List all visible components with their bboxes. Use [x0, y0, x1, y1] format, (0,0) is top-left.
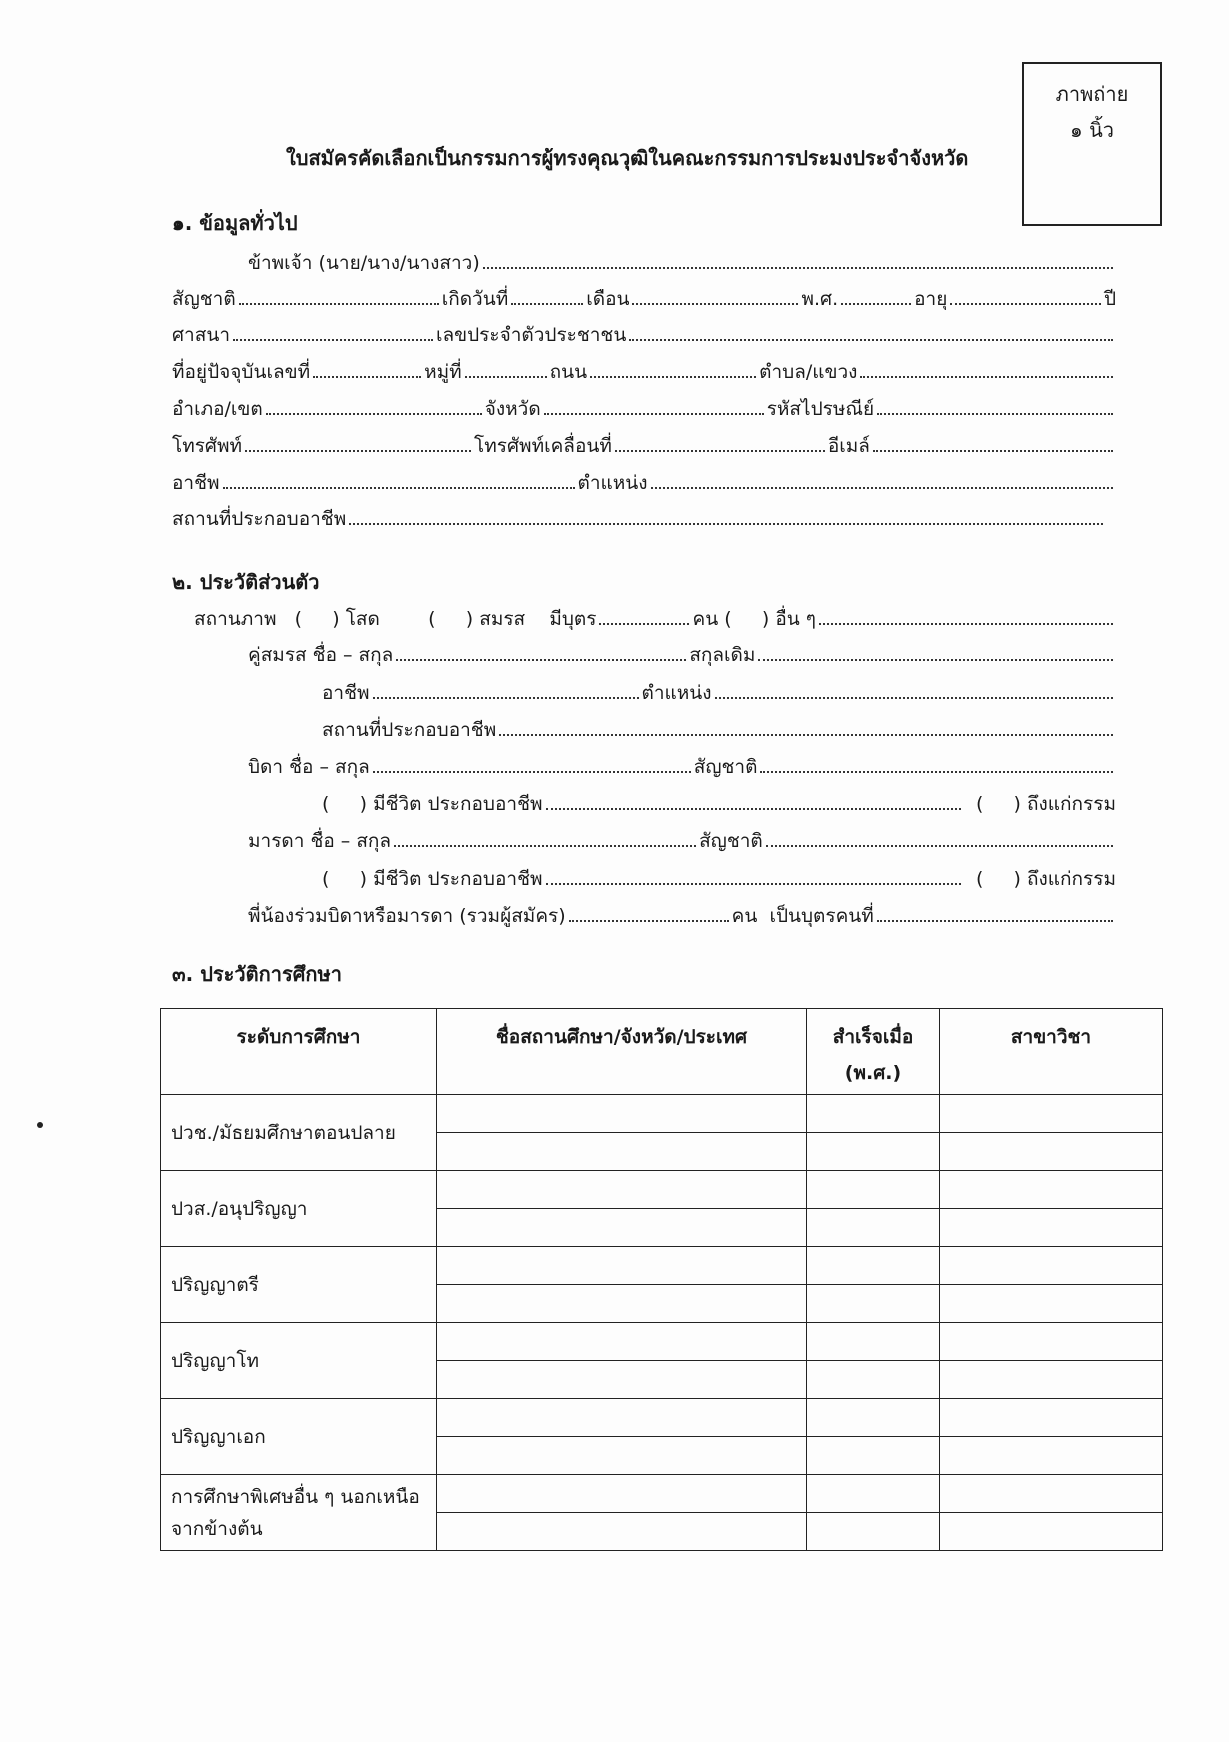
subdistrict-label: ตำบล/แขวง	[759, 361, 858, 383]
father-nationality-field[interactable]	[760, 753, 1113, 773]
other-field[interactable]	[819, 605, 1113, 625]
address-no-label: ที่อยู่ปัจจุบันเลขที่	[172, 361, 311, 383]
district-field[interactable]	[266, 395, 482, 415]
major-cell[interactable]	[940, 1209, 1163, 1247]
phone-field[interactable]	[245, 432, 471, 452]
year-cell[interactable]	[807, 1323, 940, 1361]
position-field[interactable]	[651, 469, 1113, 489]
header-graduated: สำเร็จเมื่อ (พ.ศ.)	[807, 1009, 940, 1095]
postcode-label: รหัสไปรษณีย์	[766, 398, 875, 420]
child-order-field[interactable]	[877, 902, 1113, 922]
section1-heading: ๑. ข้อมูลทั่วไป	[172, 211, 298, 235]
father-deceased-label: ถึงแก่กรรม	[1027, 793, 1116, 815]
header-school: ชื่อสถานศึกษา/จังหวัด/ประเทศ	[437, 1009, 807, 1095]
level-cell: ปริญญาโท	[161, 1323, 437, 1399]
year-cell[interactable]	[807, 1095, 940, 1133]
school-cell[interactable]	[437, 1095, 807, 1133]
province-field[interactable]	[544, 395, 764, 415]
birthday-label: เกิดวันที่	[441, 288, 509, 310]
birthday-field[interactable]	[511, 285, 583, 305]
stray-dot	[37, 1122, 43, 1128]
school-cell[interactable]	[437, 1247, 807, 1285]
siblings-label: พี่น้องร่วมบิดาหรือมารดา (รวมผู้สมัคร)	[248, 905, 566, 927]
school-cell[interactable]	[437, 1171, 807, 1209]
header-level: ระดับการศึกษา	[161, 1009, 437, 1095]
table-header-row	[161, 1009, 1163, 1095]
header-major: สาขาวิชา	[940, 1009, 1163, 1095]
major-cell[interactable]	[940, 1171, 1163, 1209]
postcode-field[interactable]	[877, 395, 1113, 415]
spouse-workplace-field[interactable]	[499, 716, 1113, 736]
table-row	[161, 1475, 1163, 1513]
year-cell[interactable]	[807, 1285, 940, 1323]
spouse-row[interactable]	[248, 640, 1116, 670]
married-label: สมรส	[479, 608, 526, 630]
persons-label: คน	[692, 608, 719, 630]
workplace-label: สถานที่ประกอบอาชีพ	[172, 508, 347, 530]
father-row[interactable]	[248, 752, 1116, 782]
school-cell[interactable]	[437, 1513, 807, 1551]
mother-nationality-field[interactable]	[766, 827, 1113, 847]
year-cell[interactable]	[807, 1475, 940, 1513]
school-cell[interactable]	[437, 1361, 807, 1399]
year-cell[interactable]	[807, 1171, 940, 1209]
mother-deceased-label: ถึงแก่กรรม	[1027, 868, 1116, 890]
year-cell[interactable]	[807, 1247, 940, 1285]
spouse-occupation-label: อาชีพ	[322, 682, 370, 704]
level-cell: การศึกษาพิเศษอื่น ๆ นอกเหนือจากข้างต้น	[161, 1475, 437, 1551]
religion-row[interactable]	[172, 320, 1116, 350]
education-table	[160, 1008, 1163, 1551]
mother-nationality-label: สัญชาติ	[699, 830, 763, 852]
religion-field[interactable]	[233, 321, 433, 341]
year-cell[interactable]	[807, 1437, 940, 1475]
school-cell[interactable]	[437, 1323, 807, 1361]
single-label: โสด	[345, 608, 380, 630]
moo-field[interactable]	[465, 358, 547, 378]
month-label: เดือน	[586, 288, 630, 310]
father-name-field[interactable]	[373, 753, 691, 773]
form-title: ใบสมัครคัดเลือกเป็นกรรมการผู้ทรงคุณวุฒิในคณะกรรมการประมงประจำจังหวัด	[286, 146, 969, 170]
single-checkbox[interactable]: ( )	[294, 608, 340, 630]
year-cell[interactable]	[807, 1399, 940, 1437]
email-label: อีเมล์	[827, 435, 870, 457]
father-nationality-label: สัญชาติ	[693, 756, 758, 778]
address-no-field[interactable]	[313, 358, 421, 378]
email-field[interactable]	[873, 432, 1113, 452]
id-card-label: เลขประจำตัวประชาชน	[435, 324, 627, 346]
major-cell[interactable]	[940, 1513, 1163, 1551]
photo-size: ๑ นิ้ว	[1070, 118, 1114, 142]
married-checkbox[interactable]: ( )	[428, 608, 474, 630]
photo-box	[1022, 62, 1162, 226]
school-cell[interactable]	[437, 1437, 807, 1475]
photo-label: ภาพถ่าย	[1055, 82, 1129, 106]
year-cell[interactable]	[807, 1209, 940, 1247]
spouse-name-field[interactable]	[396, 641, 686, 661]
father-alive-label: มีชีวิต ประกอบอาชีพ	[373, 793, 543, 815]
father-occupation-field[interactable]	[546, 790, 961, 810]
workplace-field[interactable]	[349, 505, 1103, 525]
religion-label: ศาสนา	[172, 324, 230, 346]
other-label: อื่น ๆ	[775, 608, 816, 630]
siblings-unit: คน	[731, 905, 758, 927]
marital-row[interactable]	[194, 604, 1116, 634]
year-cell[interactable]	[807, 1361, 940, 1399]
major-cell[interactable]	[940, 1095, 1163, 1133]
mobile-label: โทรศัพท์เคลื่อนที่	[474, 435, 612, 457]
phone-row[interactable]	[172, 431, 1116, 461]
mother-status-row[interactable]	[322, 864, 1116, 894]
major-cell[interactable]	[940, 1323, 1163, 1361]
other-checkbox[interactable]: ( )	[724, 608, 770, 630]
name-row[interactable]	[248, 248, 1116, 278]
school-cell[interactable]	[437, 1475, 807, 1513]
position-label: ตำแหน่ง	[577, 472, 648, 494]
school-cell[interactable]	[437, 1285, 807, 1323]
maiden-label: สกุลเดิม	[689, 644, 756, 666]
spouse-name-label: คู่สมรส ชื่อ – สกุล	[248, 644, 394, 666]
mother-alive-label: มีชีวิต ประกอบอาชีพ	[373, 868, 543, 890]
table-row	[161, 1095, 1163, 1133]
major-cell[interactable]	[940, 1133, 1163, 1171]
month-field[interactable]	[632, 285, 798, 305]
mother-occupation-field[interactable]	[546, 865, 961, 885]
father-name-label: บิดา ชื่อ – สกุล	[248, 756, 370, 778]
table-row	[161, 1323, 1163, 1361]
subdistrict-field[interactable]	[860, 358, 1113, 378]
mobile-field[interactable]	[615, 432, 825, 452]
table-row	[161, 1171, 1163, 1209]
spouse-occupation-row[interactable]	[322, 678, 1116, 708]
district-label: อำเภอ/เขต	[172, 398, 263, 420]
siblings-row[interactable]	[248, 901, 1116, 931]
level-cell: ปริญญาตรี	[161, 1247, 437, 1323]
id-card-field[interactable]	[629, 321, 1113, 341]
major-cell[interactable]	[940, 1437, 1163, 1475]
section2-heading: ๒. ประวัติส่วนตัว	[172, 570, 320, 594]
birth-row[interactable]	[172, 284, 1116, 314]
mother-alive-checkbox[interactable]: ( )	[322, 868, 368, 890]
age-label: อายุ	[914, 288, 948, 310]
major-cell[interactable]	[940, 1361, 1163, 1399]
year-label: พ.ศ.	[801, 288, 839, 310]
nationality-field[interactable]	[239, 285, 439, 305]
age-unit: ปี	[1103, 288, 1116, 310]
father-deceased-checkbox[interactable]: ( )	[975, 793, 1021, 815]
table-row	[161, 1247, 1163, 1285]
year-cell[interactable]	[807, 1133, 940, 1171]
level-cell: ปวส./อนุปริญญา	[161, 1171, 437, 1247]
spouse-workplace-row[interactable]	[322, 715, 1116, 745]
school-cell[interactable]	[437, 1399, 807, 1437]
maiden-field[interactable]	[758, 641, 1113, 661]
mother-name-label: มารดา ชื่อ – สกุล	[248, 830, 392, 852]
year-cell[interactable]	[807, 1513, 940, 1551]
father-alive-checkbox[interactable]: ( )	[322, 793, 368, 815]
phone-label: โทรศัพท์	[172, 435, 243, 457]
father-status-row[interactable]	[322, 789, 1116, 819]
school-cell[interactable]	[437, 1209, 807, 1247]
major-cell[interactable]	[940, 1475, 1163, 1513]
age-field[interactable]	[950, 285, 1101, 305]
major-cell[interactable]	[940, 1399, 1163, 1437]
children-label: มีบุตร	[549, 608, 597, 630]
siblings-field[interactable]	[569, 902, 729, 922]
spouse-workplace-label: สถานที่ประกอบอาชีพ	[322, 719, 497, 741]
workplace-row[interactable]	[172, 504, 1106, 534]
occupation-row[interactable]	[172, 468, 1116, 498]
year-field[interactable]	[841, 285, 911, 305]
major-cell[interactable]	[940, 1247, 1163, 1285]
name-label: ข้าพเจ้า (นาย/นาง/นางสาว)	[248, 252, 480, 274]
spouse-position-label: ตำแหน่ง	[641, 682, 712, 704]
road-field[interactable]	[590, 358, 756, 378]
children-field[interactable]	[599, 605, 689, 625]
major-cell[interactable]	[940, 1285, 1163, 1323]
school-cell[interactable]	[437, 1133, 807, 1171]
mother-deceased-checkbox[interactable]: ( )	[975, 868, 1021, 890]
level-cell: ปวช./มัธยมศึกษาตอนปลาย	[161, 1095, 437, 1171]
address-row[interactable]	[172, 357, 1116, 387]
occupation-label: อาชีพ	[172, 472, 220, 494]
level-cell: ปริญญาเอก	[161, 1399, 437, 1475]
spouse-occupation-field[interactable]	[373, 679, 639, 699]
mother-name-field[interactable]	[394, 827, 696, 847]
nationality-label: สัญชาติ	[172, 288, 236, 310]
district-row[interactable]	[172, 394, 1116, 424]
mother-row[interactable]	[248, 826, 1116, 856]
status-label: สถานภาพ	[194, 608, 277, 630]
province-label: จังหวัด	[484, 398, 541, 420]
child-order-label: เป็นบุตรคนที่	[769, 905, 874, 927]
moo-label: หมู่ที่	[424, 361, 462, 383]
road-label: ถนน	[549, 361, 588, 383]
section3-heading: ๓. ประวัติการศึกษา	[172, 962, 342, 986]
name-field[interactable]	[483, 249, 1113, 269]
occupation-field[interactable]	[223, 469, 575, 489]
spouse-position-field[interactable]	[715, 679, 1113, 699]
table-row	[161, 1399, 1163, 1437]
